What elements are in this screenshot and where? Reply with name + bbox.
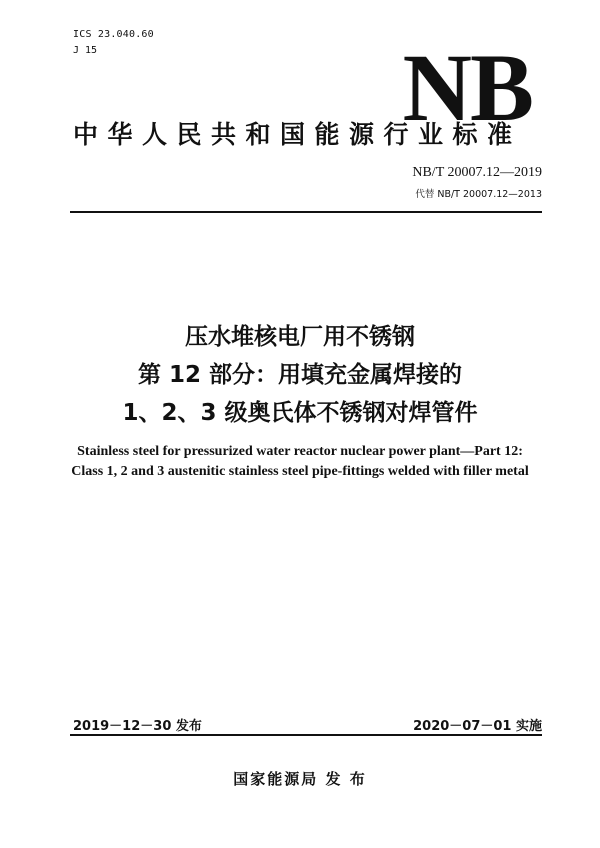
ccs-code: J 15	[73, 45, 98, 56]
nb-logo: NB	[402, 34, 532, 141]
title-zh-line-1: 压水堆核电厂用不锈钢	[185, 324, 415, 350]
replaces-standard: 代替 NB/T 20007.12—2013	[415, 189, 542, 200]
ics-code: ICS 23.040.60	[73, 29, 154, 40]
standard-number: NB/T 20007.12—2019	[412, 165, 542, 180]
issue-date: 2019－12－30 发布	[73, 719, 202, 734]
title-en-line-2: Class 1, 2 and 3 austenitic stainless steel pipe-fittings welded with filler metal	[71, 464, 529, 479]
publisher: 国家能源局 发 布	[233, 770, 367, 788]
title-en-line-1: Stainless steel for pressurized water reactor nuclear power plant—Part 12:	[77, 444, 523, 459]
title-zh-line-2: 第 12 部分：用填充金属焊接的	[137, 362, 463, 388]
footer-divider	[70, 734, 542, 736]
header-divider	[70, 211, 542, 213]
organization-title: 中华人民共和国能源行业标准	[73, 120, 522, 149]
title-zh-line-3: 1、2、3 级奥氏体不锈钢对焊管件	[122, 400, 478, 426]
implementation-date: 2020－07－01 实施	[413, 719, 542, 734]
